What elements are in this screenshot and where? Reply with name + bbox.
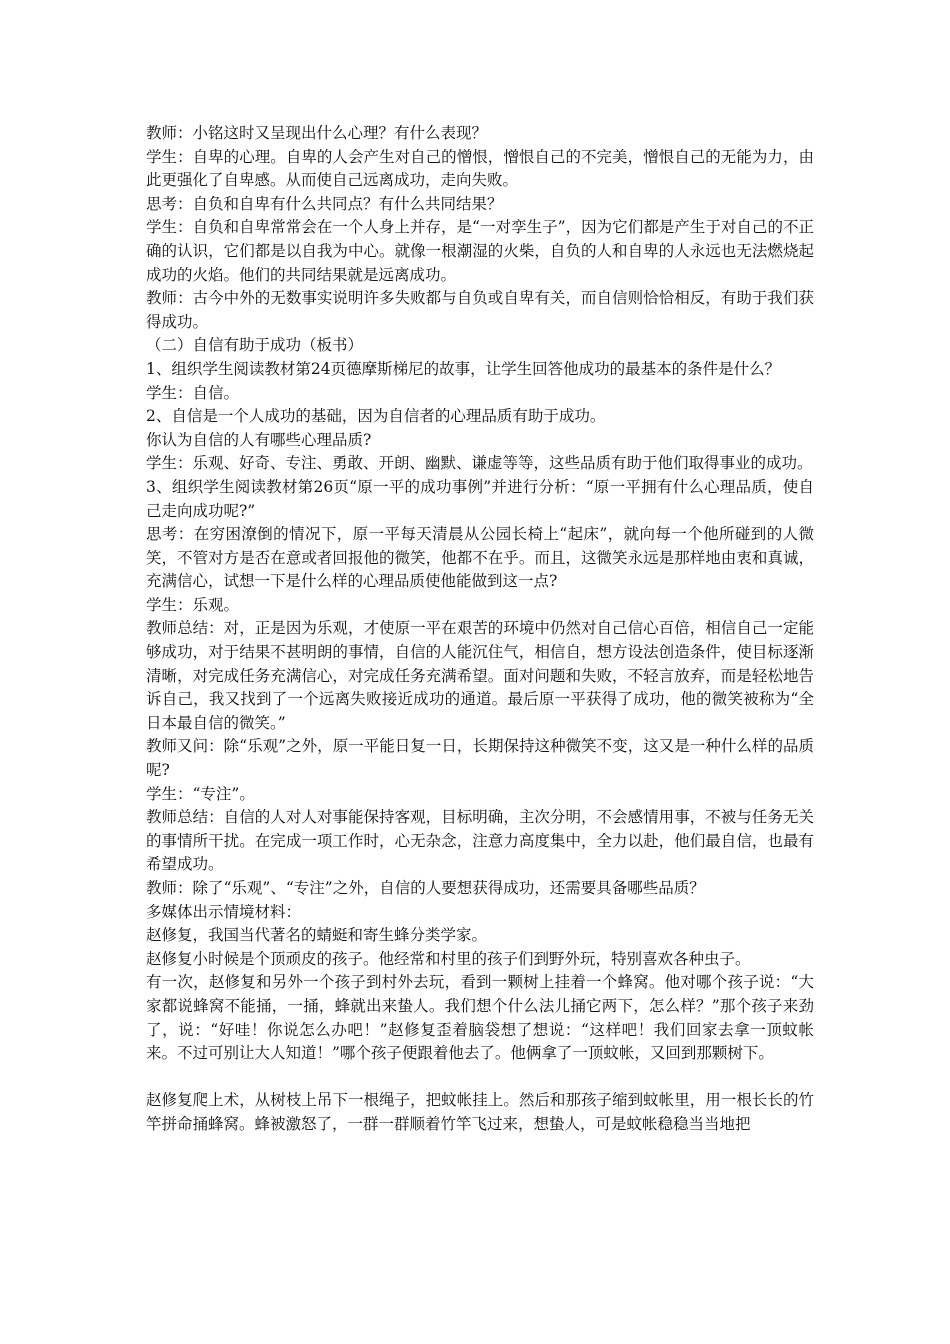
paragraph-student-answer-1: 学生：自卑的心理。自卑的人会产生对自己的憎恨，憎恨自己的不完美，憎恨自己的无能为力，由此更强化了自卑感。从而使自己远离成功，走向失败。: [146, 147, 814, 190]
paragraph-student-answer-3: 学生：自信。: [146, 383, 240, 402]
paragraph-think-2: 思考：在穷困潦倒的情况下，原一平每天清晨从公园长椅上“起床”，就向每一个他所碰到的人微笑，不管对方是否在意或者回报他的微笑，他都不在乎。而且，这微笑永远是那样地由衷和真诚，充满信心，试想一下是什么样的心理品质使他能做到这一点?: [146, 525, 814, 591]
paragraph-think-1: 思考：自负和自卑有什么共同点？有什么共同结果？: [146, 194, 503, 213]
paragraph-teacher-question-2: 教师又问：除“乐观”之外，原一平能日复一日，长期保持这种微笑不变，这又是一种什么样的品质呢?: [146, 737, 814, 780]
paragraph-story-3: 有一次，赵修复和另外一个孩子到村外去玩，看到一颗树上挂着一个蜂窝。他对哪个孩子说：“大家都说蜂窝不能捅，一捅，蜂就出来蛰人。我们想个什么法儿捅它两下，怎么样？”那个孩子来劲了，说：“好哇！你说怎么办吧！”赵修复歪着脑袋想了想说：“这样吧！我们回家去拿一顶蚊帐来。不过可别让大人知道！”哪个孩子便跟着他去了。他俩拿了一顶蚊帐，又回到那颗树下。: [146, 973, 814, 1063]
paragraph-student-answer-4: 学生：乐观、好奇、专注、勇敢、开朗、幽默、谦虚等等，这些品质有助于他们取得事业的成功。: [146, 454, 813, 473]
section-heading: （二）自信有助于成功（板书）: [146, 336, 364, 355]
blank-line: [146, 1066, 814, 1090]
paragraph-teacher-summary-2: 教师总结：自信的人对人对事能保持客观，目标明确，主次分明，不会感情用事，不被与任务无关的事情所干扰。在完成一项工作时，心无杂念，注意力高度集中，全力以赴，他们最自信，也最有希望成功。: [146, 808, 814, 874]
paragraph-teacher-statement-1: 教师：古今中外的无数事实说明许多失败都与自负或自卑有关，而自信则恰恰相反，有助于我们获得成功。: [146, 289, 814, 331]
paragraph-teacher-question-3: 教师：除了“乐观”、“专注”之外，自信的人要想获得成功，还需要具备哪些品质？: [146, 879, 705, 897]
paragraph-story-1: 赵修复，我国当代著名的蜻蜓和寄生蜂分类学家。: [146, 926, 488, 945]
paragraph-item-1: 1、组织学生阅读教材第24页德摩斯梯尼的故事，让学生回答他成功的最基本的条件是什么？: [146, 359, 781, 378]
document-body: [146, 122, 814, 1137]
paragraph-item-2: 2、自信是一个人成功的基础，因为自信者的心理品质有助于成功。: [146, 407, 606, 426]
paragraph-student-answer-2: 学生：自负和自卑常常会在一个人身上并存，是“一对孪生子”，因为它们都是产生于对自己的不正确的认识，它们都是以自我为中心。就像一根潮湿的火柴，自负的人和自卑的人永远也无法燃烧起成功的火焰。他们的共同结果就是远离成功。: [146, 218, 814, 284]
paragraph-item-3: 3、组织学生阅读教材第26页“原一平的成功事例”并进行分析：“原一平拥有什么心理品质，使自己走向成功呢?”: [146, 477, 814, 520]
paragraph-multimedia-intro: 多媒体出示情境材料：: [146, 902, 302, 921]
paragraph-teacher-question-1: 教师：小铭这时又呈现出什么心理？有什么表现？: [146, 124, 488, 142]
paragraph-story-4: 赵修复爬上术，从树枝上吊下一根绳子，把蚊帐挂上。然后和那孩子缩到蚊帐里，用一根长长的竹竿拼命捅蜂窝。蜂被激怒了，一群一群顺着竹竿飞过来，想蛰人，可是蚊帐稳稳当当地把: [146, 1091, 814, 1133]
paragraph-teacher-summary-1: 教师总结：对，正是因为乐观，才使原一平在艰苦的环境中仍然对自己信心百倍，相信自己一定能够成功，对于结果不甚明朗的事情，自信的人能沉住气，相信自，想方设法创造条件，使目标逐渐清晰，对完成任务充满信心，对完成任务充满希望。面对问题和失败，不轻言放弃，而是轻松地告诉自己，我又找到了一个远离失败接近成功的通道。最后原一平获得了成功，他的微笑被称为“全日本最自信的微笑。”: [146, 619, 814, 732]
paragraph-question-qualities: 你认为自信的人有哪些心理品质?: [146, 430, 372, 449]
paragraph-story-2: 赵修复小时候是个顶顽皮的孩子。他经常和村里的孩子们到野外玩，特别喜欢各种虫子。: [146, 949, 751, 968]
paragraph-student-answer-6: 学生：“专注”。: [146, 784, 255, 803]
paragraph-student-answer-5: 学生：乐观。: [146, 595, 240, 614]
